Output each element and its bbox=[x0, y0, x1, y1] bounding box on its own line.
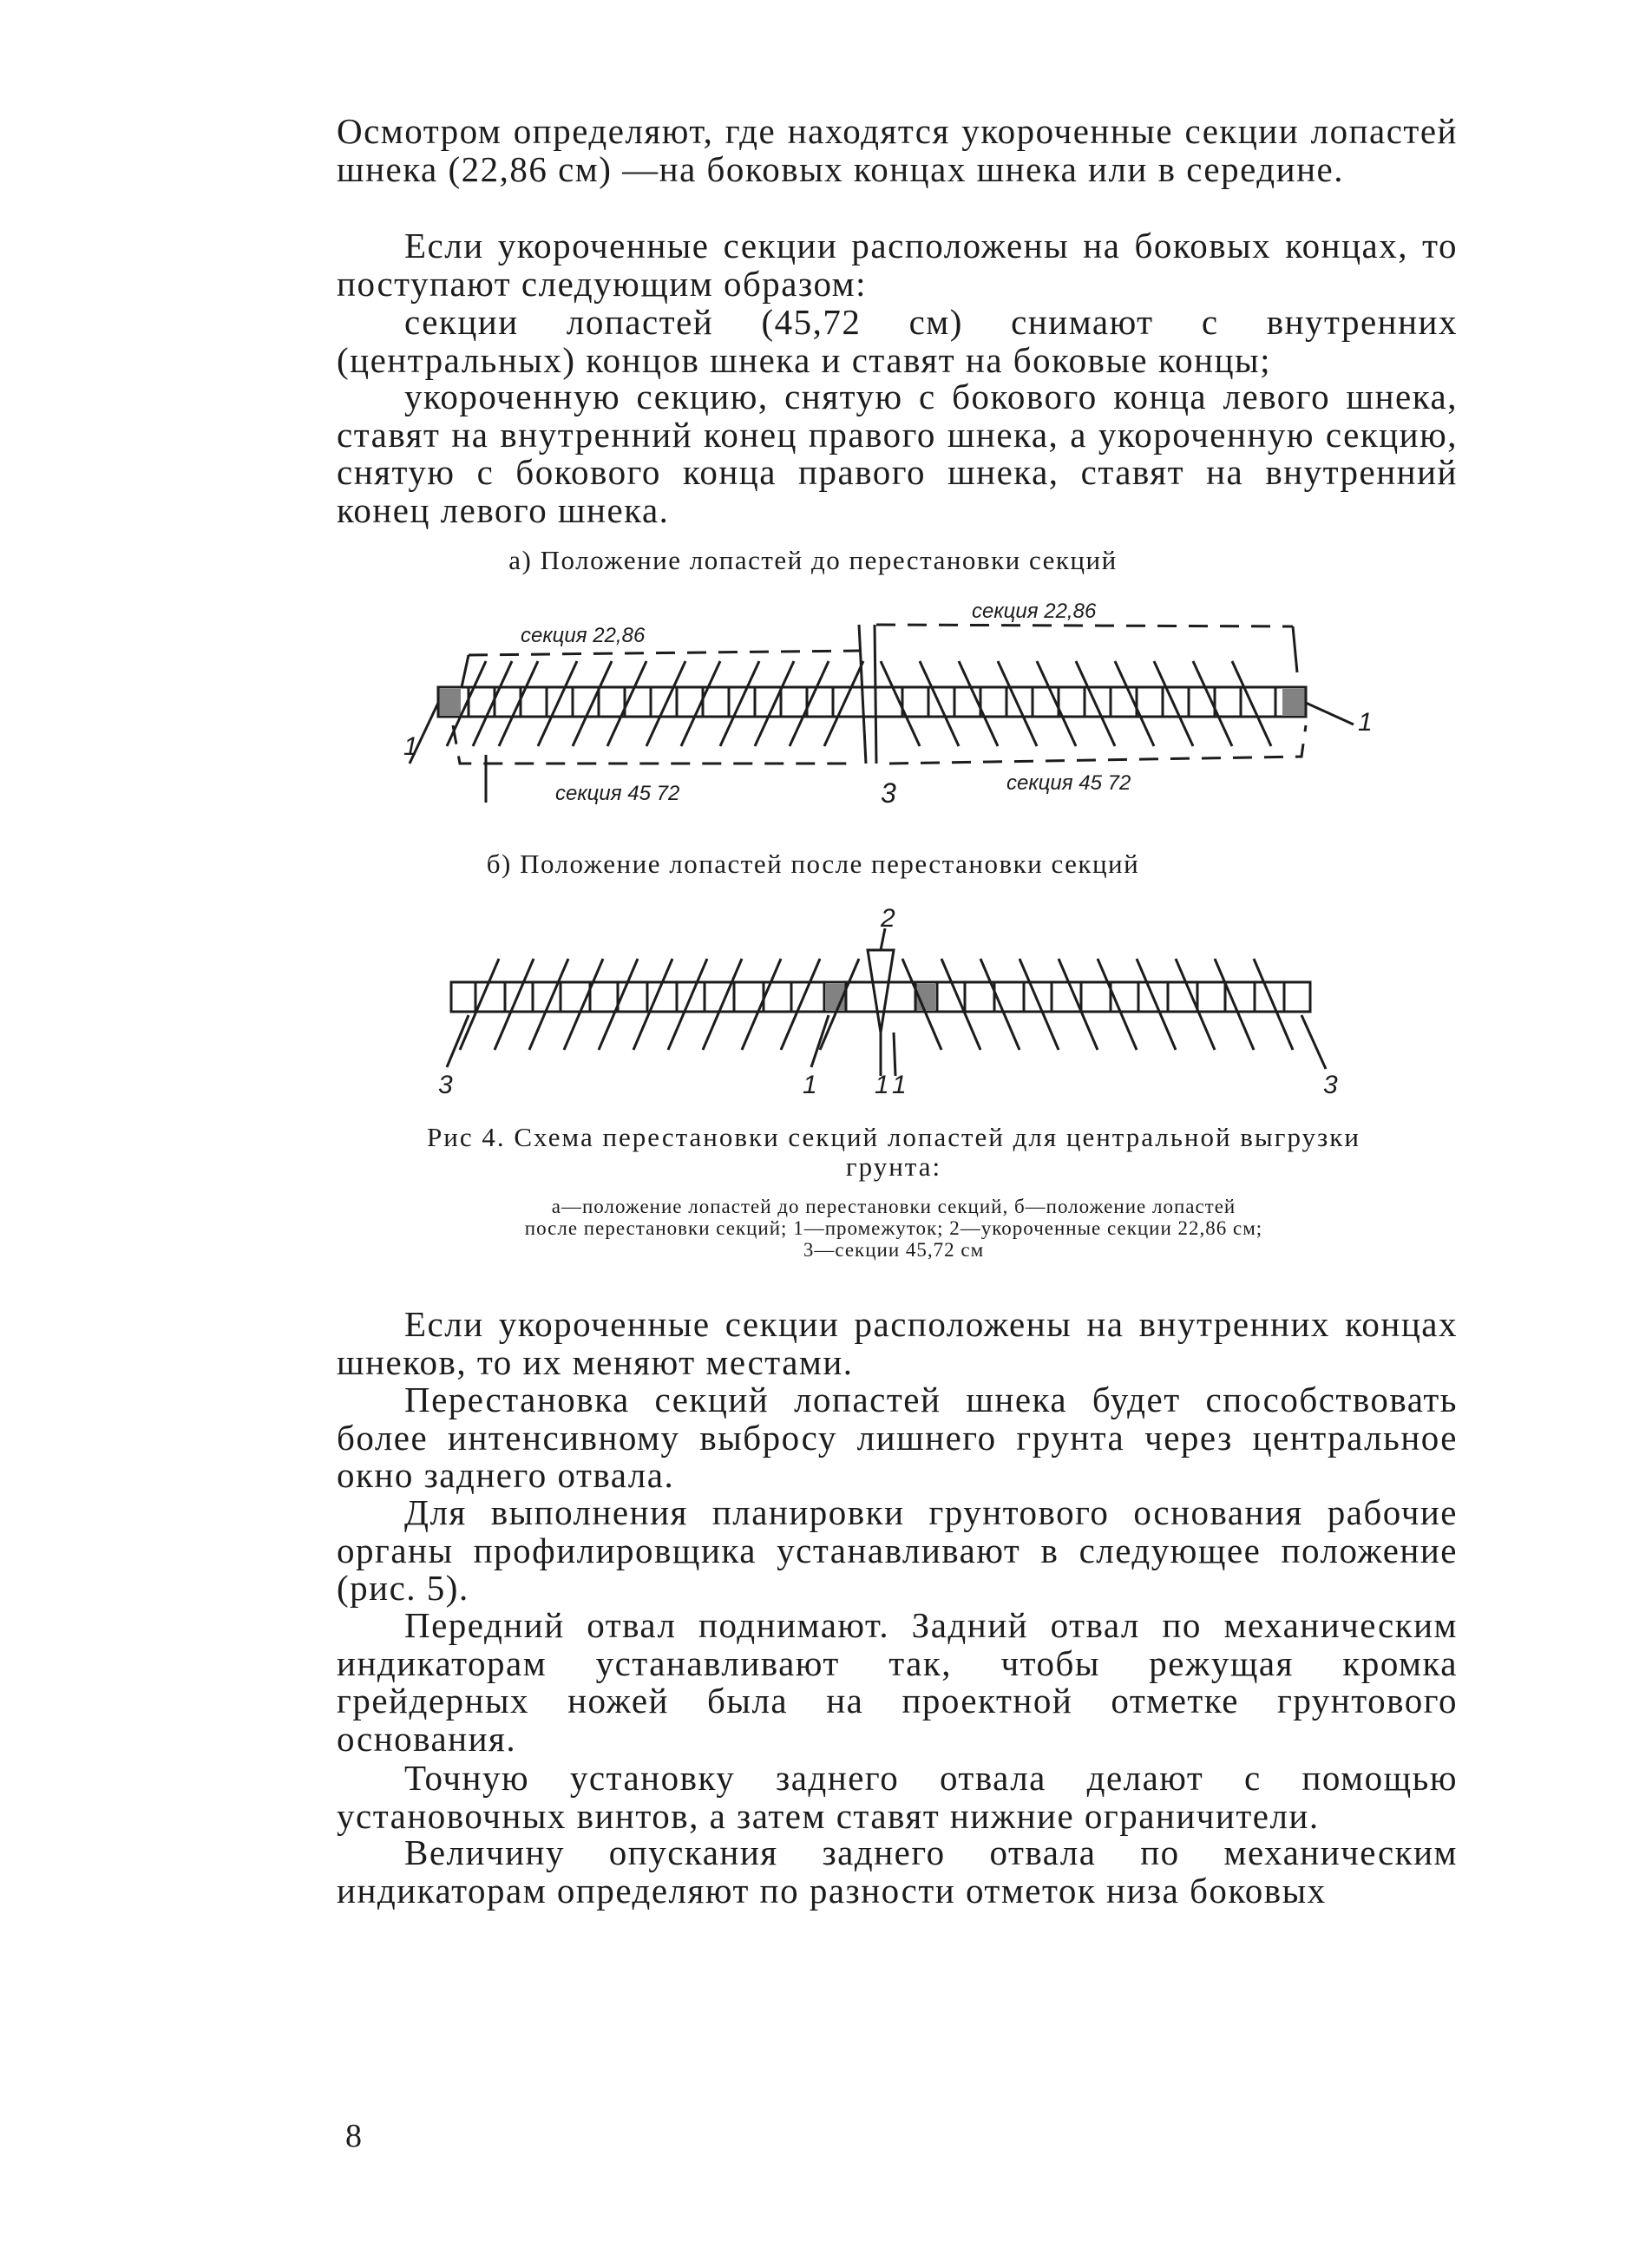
figure-subcaption-b: б) Положение лопастей после перестановки секций bbox=[486, 849, 1140, 879]
label-num-3-center: 3 bbox=[881, 777, 896, 809]
label-num-3-left: 3 bbox=[438, 1071, 453, 1099]
label-num-1-a: 1 bbox=[803, 1071, 817, 1099]
label-num-1-right: 1 bbox=[1358, 708, 1373, 737]
label-num-2: 2 bbox=[881, 904, 895, 933]
figure-title: Рис 4. Схема перестановки секций лопастей для центральной выгрузки грунта: bbox=[427, 1122, 1360, 1182]
paragraph-2: Если укороченные секции расположены на боковых концах, то поступают следующим образом: bbox=[337, 226, 1458, 304]
paragraph-8: Передний отвал поднимают. Задний отвал по механическим индикаторам устанавливают так, чтобы режущая кромка грейдерных ножей была на проектной отметке грунтового основания. bbox=[337, 1605, 1458, 1759]
label-section-22-right: секция 22,86 bbox=[972, 600, 1097, 623]
figure-legend-line-2: после перестановки секций; 1—промежуток; 2—укороченные секции 22,86 см; bbox=[524, 1217, 1263, 1239]
label-num-1-c: 1 bbox=[892, 1071, 907, 1099]
label-section-45-right: секция 45 72 bbox=[1006, 771, 1131, 795]
label-num-1-b: 1 bbox=[875, 1071, 889, 1099]
paragraph-6: Перестановка секций лопастей шнека будет способствовать более интенсивному выбросу лишнего грунта через центральное окно заднего отвала. bbox=[337, 1380, 1458, 1495]
auger-diagram-before bbox=[0, 590, 1626, 842]
label-section-45-left: секция 45 72 bbox=[555, 782, 680, 805]
paragraph-10: Величину опускания заднего отвала по механическим индикаторам определяют по разности отметок низа боковых bbox=[337, 1832, 1458, 1911]
page-number: 8 bbox=[345, 2118, 362, 2154]
figure-subcaption-a: а) Положение лопастей до перестановки секций bbox=[508, 545, 1118, 575]
label-num-1-left: 1 bbox=[403, 732, 418, 761]
figure-legend-line-3: 3—секции 45,72 см bbox=[803, 1239, 985, 1261]
auger-diagram-after bbox=[0, 902, 1626, 1102]
paragraph-4: укороченную секцию, снятую с бокового конца левого шнека, ставят на внутренний конец правого шнека, а укороченную секцию, снятую с бокового конца правого шнека, ставят на внутренний конец левого шнека. bbox=[337, 377, 1458, 530]
paragraph-1: Осмотром определяют, где находятся укороченные секции лопастей шнека (22,86 см) —на боковых концах шнека или в середине. bbox=[337, 111, 1458, 189]
paragraph-3: секции лопастей (45,72 см) снимают с внутренних (центральных) концов шнека и ставят на боковые концы; bbox=[337, 302, 1458, 380]
label-section-22-left: секция 22,86 bbox=[521, 624, 646, 647]
figure-legend-line-1: а—положение лопастей до перестановки секций, б—положение лопастей bbox=[551, 1196, 1236, 1217]
paragraph-7: Для выполнения планировки грунтового основания рабочие органы профилировщика устанавливают в следующее положение (рис. 5). bbox=[337, 1492, 1458, 1608]
label-num-3-right: 3 bbox=[1323, 1071, 1338, 1099]
paragraph-5: Если укороченные секции расположены на внутренних концах шнеков, то их меняют местами. bbox=[337, 1304, 1458, 1382]
paragraph-9: Точную установку заднего отвала делают с помощью установочных винтов, а затем ставят нижние ограничители. bbox=[337, 1758, 1458, 1836]
